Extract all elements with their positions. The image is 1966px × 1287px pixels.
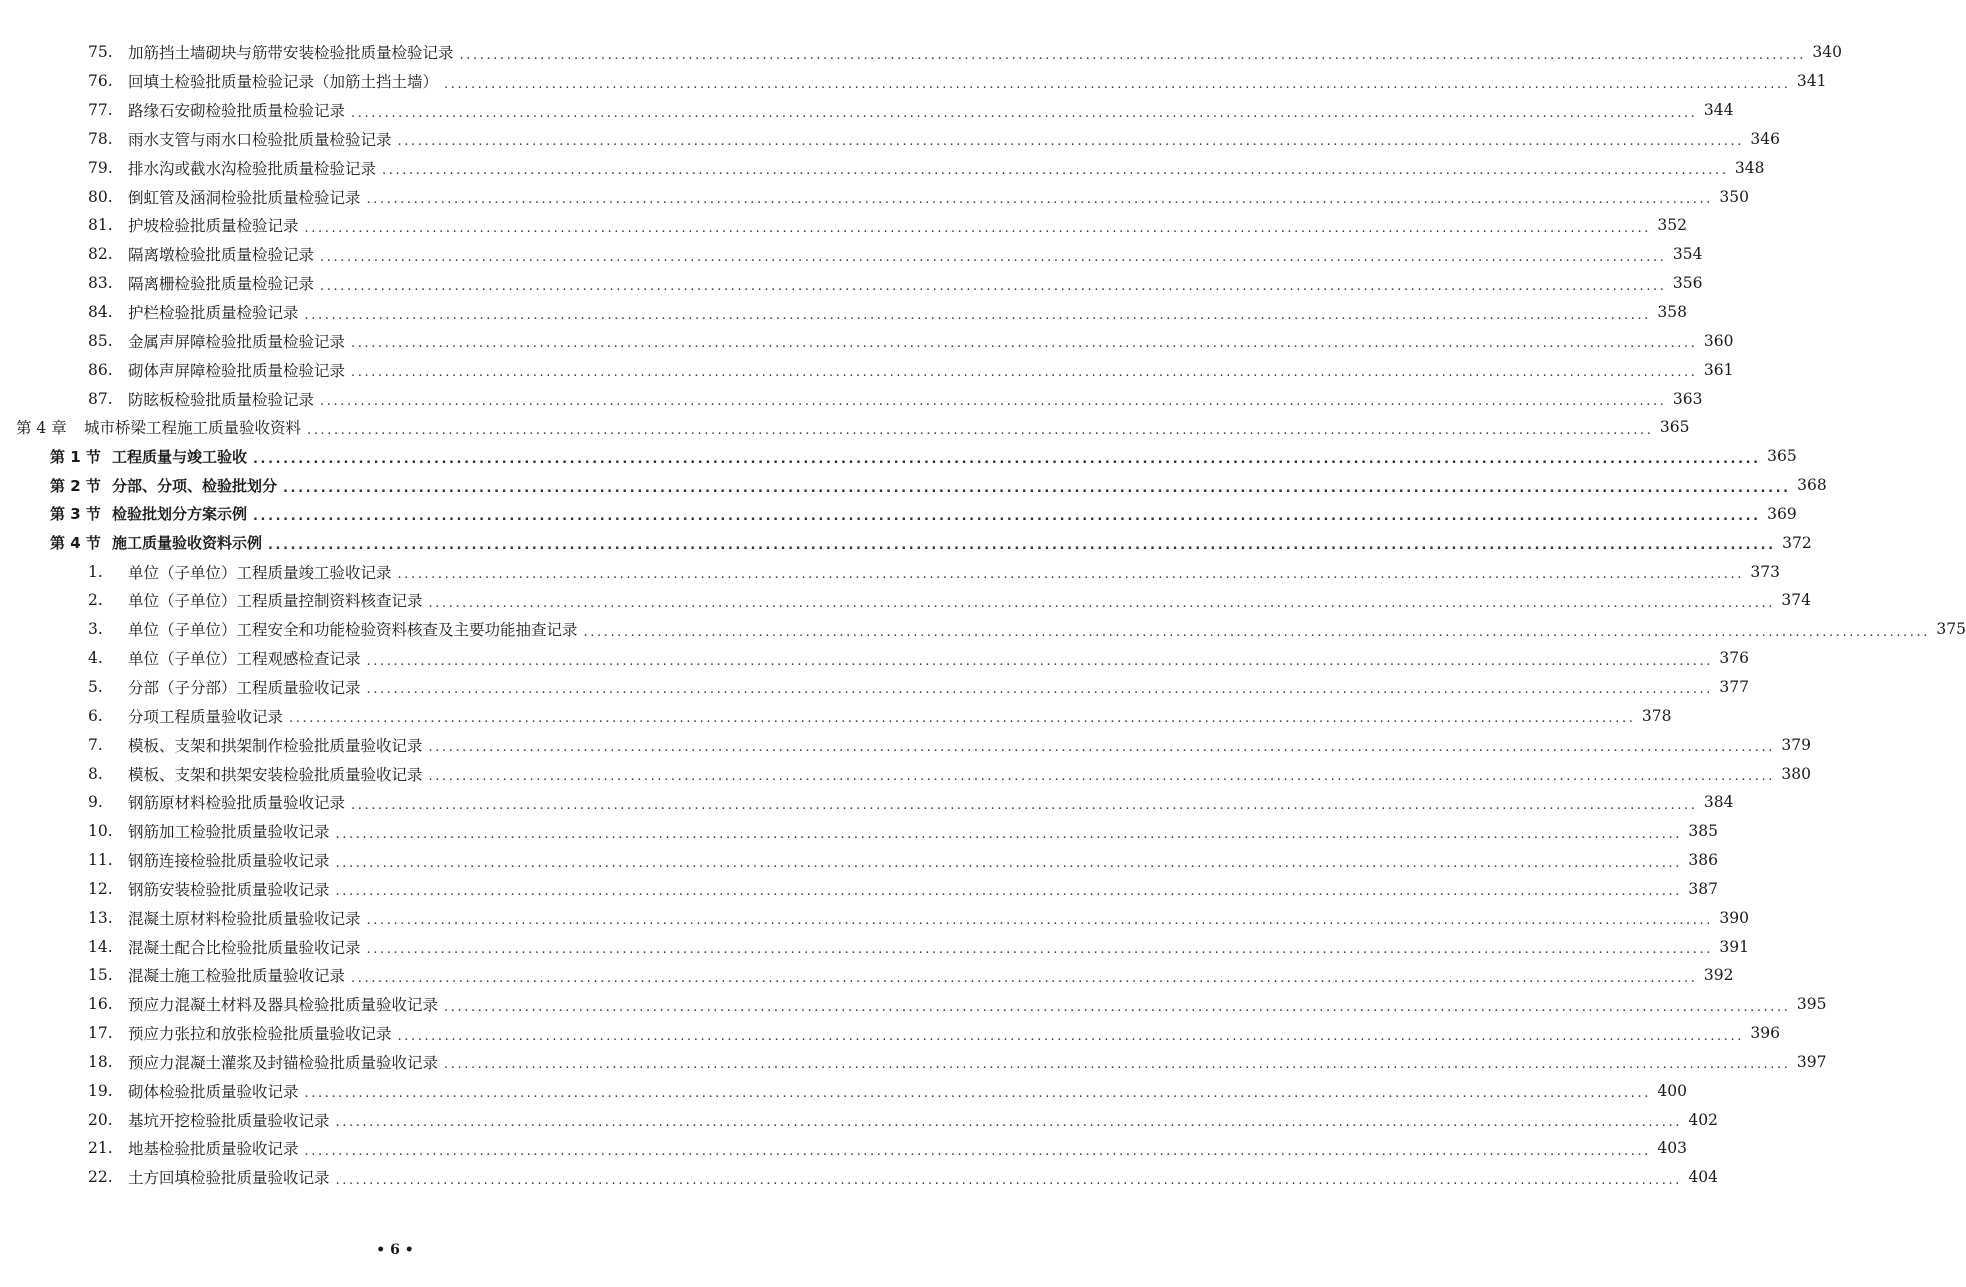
dot-leader: ........................................................................................................................................................................................................ [351, 365, 1698, 381]
toc-chapter-row [0, 413, 1690, 442]
toc-entry-number: 3. [88, 620, 103, 639]
toc-entry-number: 84. [88, 303, 113, 322]
toc-item-row [0, 96, 1734, 125]
toc-item-row [0, 1134, 1687, 1163]
toc-entry-page: 358 [1657, 303, 1687, 322]
toc-entry-number: 22. [88, 1168, 113, 1187]
toc-entry-title: 检验批划分方案示例 [112, 505, 248, 524]
toc-entry-number: 85. [88, 331, 113, 350]
toc-entry-page: 390 [1719, 908, 1749, 927]
toc-entry-number: 11. [88, 851, 113, 870]
toc-entry-number: 80. [88, 187, 113, 206]
toc-entry-number: 12. [88, 879, 113, 898]
toc-entry-number: 17. [88, 1024, 113, 1043]
dot-leader: ........................................................................................................................................................................................................ [351, 970, 1698, 986]
toc-entry-title: 基坑开挖检验批质量验收记录 [128, 1111, 330, 1130]
toc-item-row [0, 932, 1749, 961]
toc-item-row [0, 615, 1966, 644]
toc-entry-title: 单位（子单位）工程质量竣工验收记录 [128, 563, 392, 582]
toc-entry-page: 395 [1796, 995, 1827, 1014]
toc-entry-page: 375 [1936, 620, 1966, 639]
toc-item-row [0, 673, 1749, 702]
toc-item-row [0, 701, 1672, 730]
toc-entry-title: 钢筋原材料检验批质量验收记录 [128, 794, 346, 813]
toc-item-row [0, 182, 1749, 211]
toc-entry-title: 钢筋加工检验批质量验收记录 [128, 823, 330, 842]
toc-entry-title: 路缘石安砌检验批质量检验记录 [128, 102, 346, 121]
toc-entry-page: 392 [1703, 966, 1734, 985]
toc-entry-page: 361 [1703, 360, 1734, 379]
dot-leader: ........................................................................................................................................................................................................ [397, 1028, 1744, 1044]
toc-entry-number: 20. [88, 1110, 113, 1129]
dot-leader: ........................................................................................................................................................................................................ [320, 278, 1667, 294]
dot-leader: ........................................................................................................................................................................................................ [320, 394, 1667, 410]
toc-entry-page: 369 [1767, 504, 1797, 523]
toc-entry-title: 土方回填检验批质量验收记录 [128, 1169, 330, 1188]
dot-leader: ........................................................................................................................................................................................................ [335, 855, 1682, 871]
toc-entry-page: 354 [1672, 245, 1703, 264]
toc-entry-title: 单位（子单位）工程质量控制资料核查记录 [128, 592, 423, 611]
toc-entry-page: 365 [1767, 447, 1797, 466]
dot-leader: ........................................................................................................................................................................................................ [382, 163, 1729, 179]
toc-entry-number: 83. [88, 274, 113, 293]
toc-entry-title: 预应力混凝土材料及器具检验批质量验收记录 [128, 996, 439, 1015]
dot-leader: ........................................................................................................................................................................................................ [444, 1057, 1791, 1073]
dot-leader: ........................................................................................................................................................................................................ [253, 451, 1761, 467]
dot-leader: ........................................................................................................................................................................................................ [444, 76, 1791, 92]
toc-entry-title: 护坡检验批质量检验记录 [128, 217, 299, 236]
toc-entry-number: 79. [88, 158, 113, 177]
toc-entry-title: 防眩板检验批质量检验记录 [128, 390, 315, 409]
toc-entry-number: 4. [88, 649, 103, 668]
toc-item-row [0, 38, 1842, 67]
toc-entry-number: 1. [88, 562, 103, 581]
dot-leader: ........................................................................................................................................................................................................ [351, 336, 1698, 352]
toc-entry-page: 368 [1797, 476, 1827, 495]
toc-item-row [0, 240, 1703, 269]
dot-leader: ........................................................................................................................................................................................................ [428, 769, 1775, 785]
toc-entry-title: 雨水支管与雨水口检验批质量检验记录 [128, 130, 392, 149]
toc-entry-number: 19. [88, 1081, 113, 1100]
table-of-contents [0, 38, 1966, 1192]
toc-item-row [0, 644, 1749, 673]
toc-entry-page: 344 [1703, 101, 1734, 120]
toc-entry-page: 384 [1703, 793, 1734, 812]
toc-entry-title: 单位（子单位）工程观感检查记录 [128, 650, 361, 669]
dot-leader: ........................................................................................................................................................................................................ [289, 711, 1636, 727]
dot-leader: ........................................................................................................................................................................................................ [444, 999, 1791, 1015]
dot-leader: ........................................................................................................................................................................................................ [366, 192, 1713, 208]
toc-entry-title: 回填土检验批质量检验记录（加筋土挡土墙） [128, 73, 439, 92]
toc-item-row [0, 788, 1734, 817]
toc-item-row [0, 817, 1718, 846]
toc-entry-title: 排水沟或截水沟检验批质量检验记录 [128, 159, 377, 178]
dot-leader: ........................................................................................................................................................................................................ [366, 913, 1713, 929]
toc-entry-number: 15. [88, 966, 113, 985]
toc-entry-page: 356 [1672, 274, 1703, 293]
dot-leader: ........................................................................................................................................................................................................ [366, 942, 1713, 958]
toc-item-row [0, 269, 1703, 298]
toc-entry-title: 金属声屏障检验批质量检验记录 [128, 332, 346, 351]
toc-entry-number: 8. [88, 764, 103, 783]
dot-leader: ........................................................................................................................................................................................................ [351, 105, 1698, 121]
toc-entry-number: 第 2 节 [50, 476, 101, 495]
toc-entry-page: 374 [1781, 591, 1811, 610]
toc-entry-title: 砌体检验批质量验收记录 [128, 1082, 299, 1101]
toc-entry-title: 加筋挡土墙砌块与筋带安装检验批质量检验记录 [128, 44, 454, 63]
dot-leader: ........................................................................................................................................................................................................ [366, 682, 1713, 698]
toc-entry-number: 14. [88, 937, 113, 956]
toc-item-row [0, 1105, 1718, 1134]
toc-item-row [0, 125, 1780, 154]
dot-leader: ........................................................................................................................................................................................................ [335, 1115, 1682, 1131]
dot-leader: ........................................................................................................................................................................................................ [366, 653, 1713, 669]
toc-entry-title: 模板、支架和拱架安装检验批质量验收记录 [128, 765, 423, 784]
toc-entry-number: 86. [88, 360, 113, 379]
toc-section-row [0, 528, 1812, 557]
toc-entry-page: 377 [1719, 677, 1749, 696]
toc-entry-title: 单位（子单位）工程安全和功能检验资料核查及主要功能抽查记录 [128, 621, 578, 640]
toc-section-row [0, 471, 1827, 500]
toc-entry-number: 18. [88, 1052, 113, 1071]
toc-entry-title: 工程质量与竣工验收 [112, 447, 248, 466]
toc-entry-page: 387 [1688, 879, 1718, 898]
toc-item-row [0, 326, 1734, 355]
toc-entry-title: 护栏检验批质量检验记录 [128, 304, 299, 323]
toc-entry-title: 混凝土原材料检验批质量验收记录 [128, 909, 361, 928]
toc-entry-number: 75. [88, 43, 113, 62]
toc-entry-number: 87. [88, 389, 113, 408]
toc-entry-number: 第 4 节 [50, 534, 101, 553]
toc-item-row [0, 211, 1687, 240]
toc-item-row [0, 355, 1734, 384]
toc-item-row [0, 153, 1765, 182]
dot-leader: ........................................................................................................................................................................................................ [397, 567, 1744, 583]
dot-leader: ........................................................................................................................................................................................................ [307, 422, 1654, 438]
dot-leader: ........................................................................................................................................................................................................ [335, 826, 1682, 842]
dot-leader: ........................................................................................................................................................................................................ [283, 480, 1791, 496]
toc-entry-title: 预应力张拉和放张检验批质量验收记录 [128, 1025, 392, 1044]
toc-entry-page: 346 [1750, 129, 1780, 148]
toc-entry-page: 350 [1719, 187, 1749, 206]
toc-entry-number: 10. [88, 822, 113, 841]
toc-entry-page: 400 [1657, 1081, 1687, 1100]
toc-entry-page: 404 [1688, 1168, 1718, 1187]
toc-item-row [0, 586, 1811, 615]
toc-entry-title: 钢筋安装检验批质量验收记录 [128, 880, 330, 899]
toc-entry-page: 380 [1781, 764, 1811, 783]
toc-item-row [0, 67, 1827, 96]
dot-leader: ........................................................................................................................................................................................................ [304, 220, 1651, 236]
toc-entry-page: 378 [1641, 706, 1672, 725]
toc-entry-page: 372 [1782, 533, 1812, 552]
toc-item-row [0, 1076, 1687, 1105]
dot-leader: ........................................................................................................................................................................................................ [304, 307, 1651, 323]
toc-entry-number: 78. [88, 129, 113, 148]
toc-entry-number: 第 1 节 [50, 447, 101, 466]
toc-item-row [0, 903, 1749, 932]
toc-entry-number: 13. [88, 908, 113, 927]
toc-item-row [0, 1019, 1780, 1048]
toc-entry-page: 396 [1750, 1024, 1780, 1043]
toc-entry-page: 403 [1657, 1139, 1687, 1158]
toc-entry-number: 7. [88, 735, 103, 754]
toc-item-row [0, 1163, 1718, 1192]
toc-section-row [0, 500, 1797, 529]
toc-entry-title: 倒虹管及涵洞检验批质量检验记录 [128, 188, 361, 207]
toc-entry-title: 隔离栅检验批质量检验记录 [128, 275, 315, 294]
toc-item-row [0, 298, 1687, 327]
dot-leader: ........................................................................................................................................................................................................ [428, 740, 1775, 756]
dot-leader: ........................................................................................................................................................................................................ [304, 1086, 1651, 1102]
toc-entry-page: 348 [1734, 158, 1765, 177]
toc-entry-title: 城市桥梁工程施工质量验收资料 [84, 419, 302, 438]
toc-entry-title: 预应力混凝土灌浆及封锚检验批质量验收记录 [128, 1053, 439, 1072]
dot-leader: ........................................................................................................................................................................................................ [459, 47, 1806, 63]
toc-entry-page: 379 [1781, 735, 1811, 754]
toc-item-row [0, 759, 1811, 788]
toc-entry-page: 341 [1796, 72, 1827, 91]
toc-entry-page: 402 [1688, 1110, 1718, 1129]
toc-item-row [0, 384, 1703, 413]
toc-entry-page: 365 [1659, 418, 1690, 437]
toc-entry-title: 混凝土施工检验批质量验收记录 [128, 967, 346, 986]
toc-entry-title: 混凝土配合比检验批质量验收记录 [128, 938, 361, 957]
dot-leader: ........................................................................................................................................................................................................ [253, 509, 1761, 525]
toc-entry-page: 391 [1719, 937, 1749, 956]
toc-entry-page: 376 [1719, 649, 1749, 668]
toc-entry-number: 5. [88, 677, 103, 696]
toc-entry-number: 77. [88, 101, 113, 120]
toc-item-row [0, 961, 1734, 990]
toc-entry-number: 81. [88, 216, 113, 235]
toc-entry-page: 360 [1703, 331, 1734, 350]
toc-item-row [0, 846, 1718, 875]
toc-entry-title: 隔离墩检验批质量检验记录 [128, 246, 315, 265]
dot-leader: ........................................................................................................................................................................................................ [397, 134, 1744, 150]
dot-leader: ........................................................................................................................................................................................................ [335, 1172, 1682, 1188]
toc-entry-title: 分部、分项、检验批划分 [112, 476, 278, 495]
toc-entry-title: 分项工程质量验收记录 [128, 707, 284, 726]
toc-section-row [0, 442, 1797, 471]
toc-entry-number: 21. [88, 1139, 113, 1158]
toc-entry-number: 82. [88, 245, 113, 264]
dot-leader: ........................................................................................................................................................................................................ [304, 1143, 1651, 1159]
toc-entry-number: 第 4 章 [16, 419, 67, 438]
toc-entry-number: 6. [88, 706, 103, 725]
dot-leader: ........................................................................................................................................................................................................ [583, 624, 1930, 640]
toc-entry-number: 2. [88, 591, 103, 610]
page-number: • 6 • [376, 1242, 414, 1258]
toc-item-row [0, 730, 1811, 759]
dot-leader: ........................................................................................................................................................................................................ [351, 797, 1698, 813]
toc-entry-title: 模板、支架和拱架制作检验批质量验收记录 [128, 736, 423, 755]
toc-entry-number: 第 3 节 [50, 505, 101, 524]
toc-entry-title: 地基检验批质量验收记录 [128, 1140, 299, 1159]
toc-entry-number: 9. [88, 793, 103, 812]
toc-entry-page: 363 [1672, 389, 1703, 408]
toc-item-row [0, 874, 1718, 903]
toc-entry-number: 16. [88, 995, 113, 1014]
toc-entry-page: 373 [1750, 562, 1780, 581]
dot-leader: ........................................................................................................................................................................................................ [320, 249, 1667, 265]
dot-leader: ........................................................................................................................................................................................................ [335, 884, 1682, 900]
toc-entry-title: 分部（子分部）工程质量验收记录 [128, 678, 361, 697]
toc-item-row [0, 557, 1780, 586]
toc-entry-title: 砌体声屏障检验批质量检验记录 [128, 361, 346, 380]
toc-entry-page: 352 [1657, 216, 1687, 235]
toc-entry-page: 386 [1688, 851, 1718, 870]
toc-item-row [0, 1048, 1827, 1077]
toc-entry-page: 385 [1688, 822, 1718, 841]
dot-leader: ........................................................................................................................................................................................................ [268, 538, 1776, 554]
toc-entry-page: 397 [1796, 1052, 1827, 1071]
toc-entry-page: 340 [1812, 43, 1842, 62]
toc-entry-title: 钢筋连接检验批质量验收记录 [128, 852, 330, 871]
toc-item-row [0, 990, 1827, 1019]
toc-entry-title: 施工质量验收资料示例 [112, 534, 263, 553]
dot-leader: ........................................................................................................................................................................................................ [428, 595, 1775, 611]
toc-entry-number: 76. [88, 72, 113, 91]
